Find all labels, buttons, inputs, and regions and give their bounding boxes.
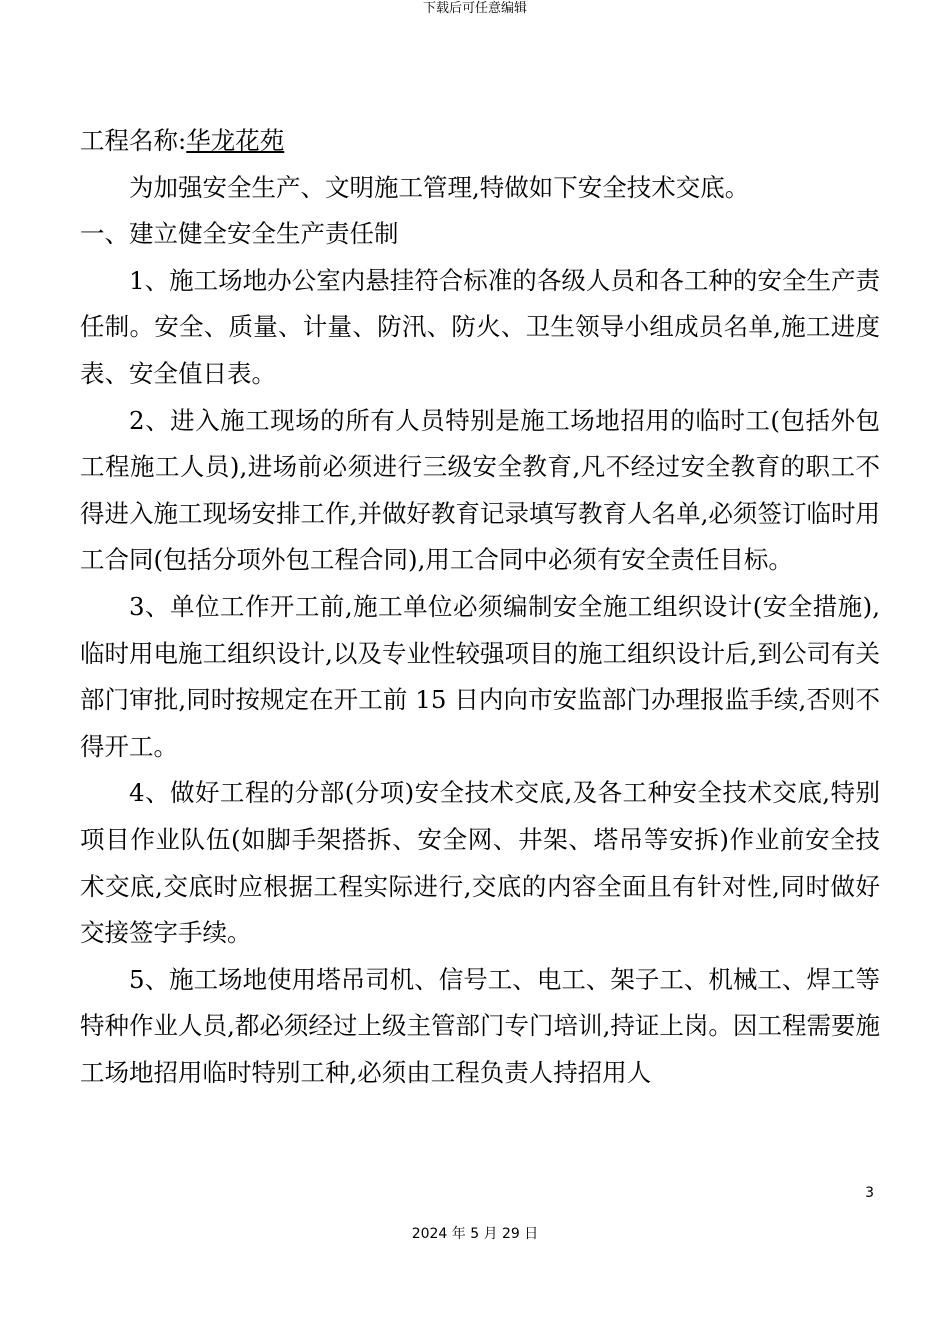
paragraph: 4、做好工程的分部(分项)安全技术交底,及各工种安全技术交底,特别项目作业队伍(如脚手架搭拆、安全网、井架、塔吊等安拆)作业前安全技术交底,交底时应根据工程实际进行,交底的内容全面且有针对性,同时做好交接签字手续。	[80, 778, 880, 948]
paragraph: 1、施工场地办公室内悬挂符合标准的各级人员和各工种的安全生产责任制。安全、质量、计量、防汛、防火、卫生领导小组成员名单,施工进度表、安全值日表。	[80, 265, 880, 388]
paragraph-list	[80, 165, 880, 1097]
paragraph: 为加强安全生产、文明施工管理,特做如下安全技术交底。	[129, 172, 750, 202]
project-title	[80, 118, 880, 165]
project-title-value: 华龙花苑	[186, 126, 285, 155]
paragraph: 3、单位工作开工前,施工单位必须编制安全施工组织设计(安全措施),临时用电施工组织设计,以及专业性较强项目的施工组织设计后,到公司有关部门审批,同时按规定在开工前 15 日内向市安监部门办理报监手续,否则不得开工。	[80, 591, 880, 761]
paragraph: 5、施工场地使用塔吊司机、信号工、电工、架子工、机械工、焊工等特种作业人员,都必须经过上级主管部门专门培训,持证上岗。因工程需要施工场地招用临时特别工种,必须由工程负责人持招用人	[80, 964, 880, 1087]
document-body	[80, 118, 880, 1096]
footer-date: 2024 年 5 月 29 日	[411, 1226, 539, 1242]
paragraph: 一、建立健全安全生产责任制	[80, 219, 399, 249]
page-number: 3	[865, 1185, 874, 1201]
paragraph: 2、进入施工现场的所有人员特别是施工场地招用的临时工(包括外包工程施工人员),进场前必须进行三级安全教育,凡不经过安全教育的职工不得进入施工现场安排工作,并做好教育记录填写教育人名单,必须签订临时用工合同(包括分项外包工程合同),用工合同中必须有安全责任目标。	[80, 405, 880, 575]
page-header: 下载后可任意编辑	[422, 1, 527, 16]
project-title-label: 工程名称:	[80, 126, 187, 155]
